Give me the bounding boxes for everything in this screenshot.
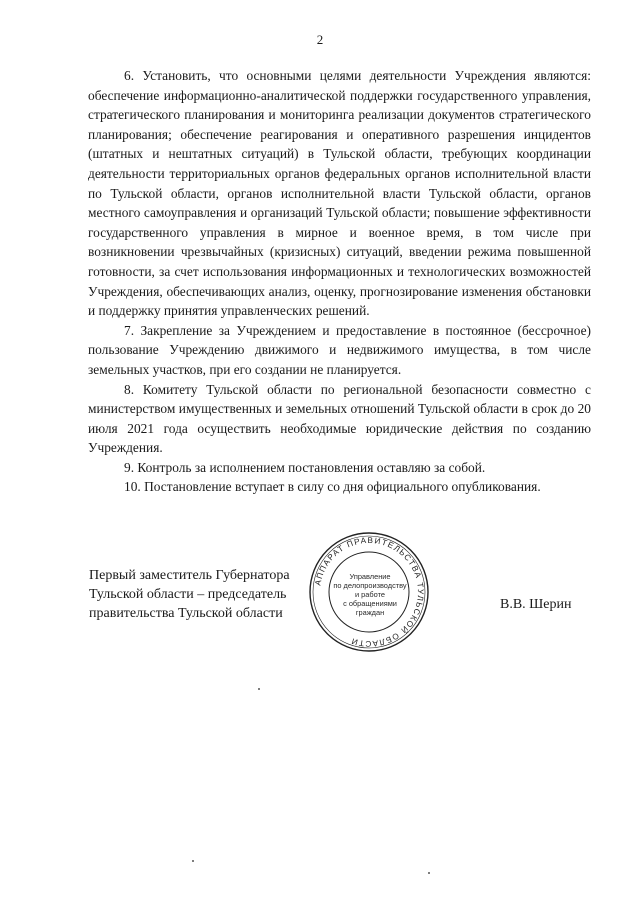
- signature-title: [89, 566, 290, 623]
- paragraph-8: 8. Комитету Тульской области по региональной безопасности совместно с министерством имущественных и земельных отношений Тульской области в срок до 20 июля 2021 года осуществить необходимые юридические действия по созданию Учреждения.: [88, 381, 591, 456]
- stamp-inner-line: граждан: [355, 608, 385, 617]
- signature-title-line: Тульской области – председатель: [89, 587, 287, 602]
- paragraph-6: 6. Установить, что основными целями деятельности Учреждения являются: обеспечение информационно-аналитической поддержки государственного управления, стратегического планирования и мониторинга реализации документов стратегического планирования; обеспечение реагирования и оперативного разрешения инцидентов (штатных и нештатных ситуаций) в Тульской области, требующих координации деятельности территориальных органов федеральных органов исполнительной власти по Тульской области, органов исполнительной власти Тульской области, органов местного самоуправления и организаций Тульской области; повышение эффективности государственного управления в мирное и военное время, в том числе при возникновении чрезвычайных (кризисных) ситуаций, введении режима повышенной готовности, за счет использования информационных и технологических возможностей Учреждения, обеспечивающих анализ, оценку, прогнозирование изменения обстановки и поддержку принятия управленческих решений.: [88, 68, 591, 319]
- signature-title-line: Первый заместитель Губернатора: [89, 568, 290, 583]
- paragraph-9: 9. Контроль за исполнением постановления оставляю за собой.: [124, 459, 486, 475]
- stamp-inner-line: и работе: [355, 590, 385, 599]
- signature-title-line: правительства Тульской области: [89, 606, 283, 621]
- scan-speck: [192, 860, 194, 862]
- stamp-ring-text: АППАРАТ ПРАВИТЕЛЬСТВА ТУЛЬСКОЙ ОБЛАСТИ: [313, 535, 426, 649]
- scan-speck: [258, 688, 260, 690]
- paragraph-7: 7. Закрепление за Учреждением и предоставление в постоянное (бессрочное) пользование Учреждению движимого и недвижимого имущества, в том числе земельных участков, при его создании не планируется.: [88, 322, 591, 377]
- stamp-inner-text: [330, 572, 410, 617]
- paragraph-10: 10. Постановление вступает в силу со дня официального опубликования.: [124, 479, 541, 495]
- stamp-inner-line: по делопроизводству: [333, 581, 407, 590]
- signer-name: В.В. Шерин: [500, 597, 572, 612]
- page-number: 2: [316, 32, 324, 47]
- document-body: [88, 66, 591, 497]
- stamp-inner-line: Управление: [349, 572, 391, 581]
- stamp-inner-line: с обращениями: [343, 599, 397, 608]
- scan-speck: [428, 872, 430, 874]
